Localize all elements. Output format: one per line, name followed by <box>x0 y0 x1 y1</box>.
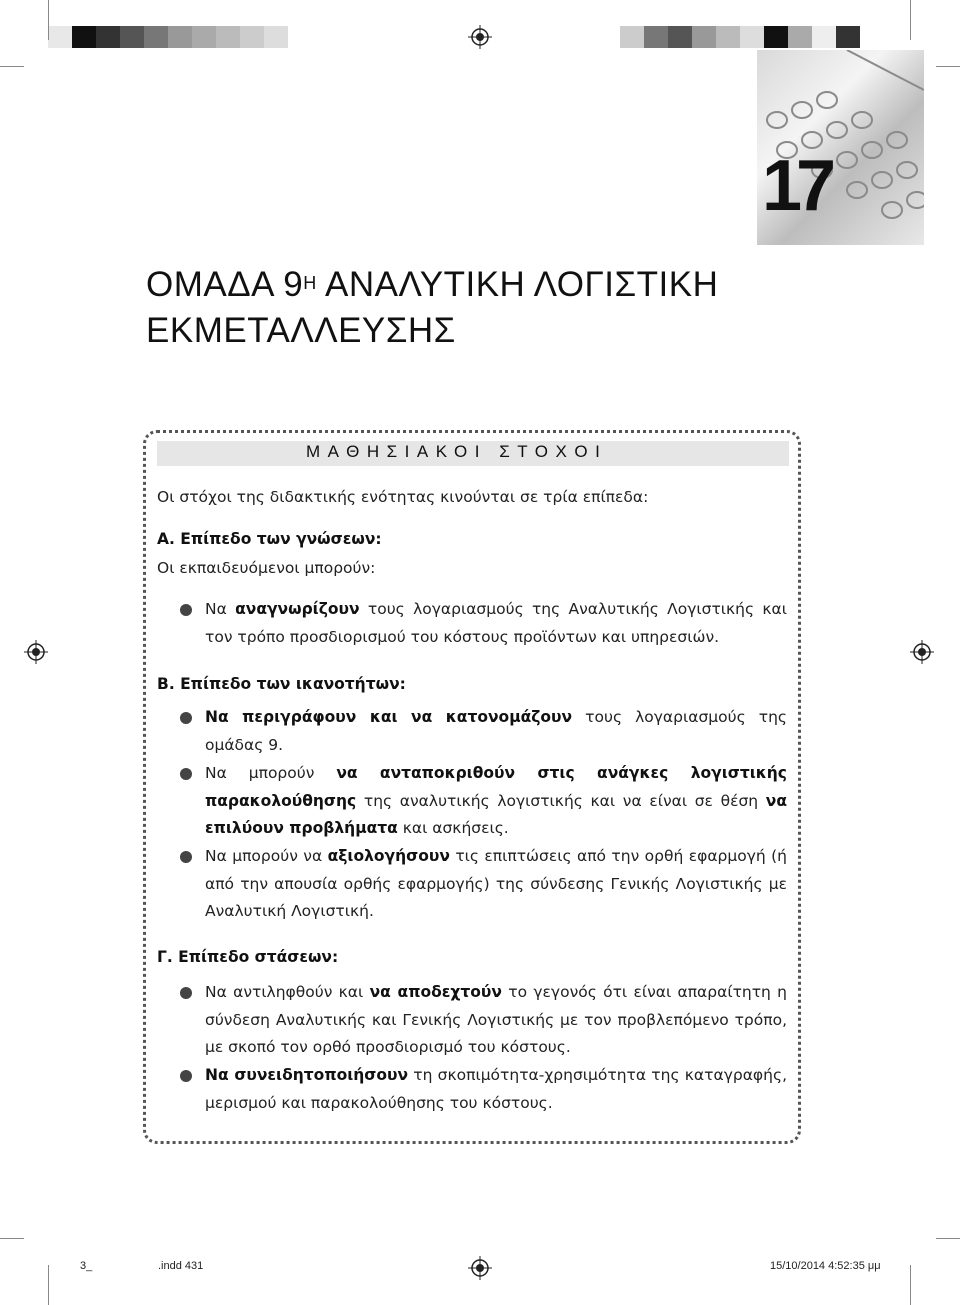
objectives-heading: ΜΑΘΗΣΙΑΚΟΙ ΣΤΟΧΟΙ <box>306 442 608 461</box>
bullet-icon <box>180 768 192 780</box>
objective-c1: Να αντιληφθούν και να αποδεχτούν το γεγονός ότι είναι απαραίτητη η σύνδεση Αναλυτικής και Γενικής Λογιστικής με τον προβλεπόμενο τρόπο, με σκοπό τον ορθό προσδιορισμό του κόστους. <box>205 983 787 1056</box>
crop-mark <box>936 1238 960 1239</box>
bullet-icon <box>180 712 192 724</box>
footer-file-page: .indd 431 <box>158 1260 204 1272</box>
section-a-lead: Οι εκπαιδευόμενοι μπορούν: <box>157 559 376 577</box>
color-bar-right <box>620 26 860 48</box>
color-bar-left <box>48 26 288 48</box>
section-c-title: Γ. Επίπεδο στάσεων: <box>157 948 339 966</box>
objective-b1: Να περιγράφουν και να κατονομάζουν τους λογαριασμούς της ομάδας 9. <box>205 708 788 754</box>
registration-mark-icon <box>24 640 48 664</box>
section-b-title: Β. Επίπεδο των ικανοτήτων: <box>157 675 406 693</box>
footer-file-name: 3_ <box>80 1260 93 1272</box>
title-line-2: ΕΚΜΕΤΑΛΛΕΥΣΗΣ <box>146 311 456 350</box>
bullet-icon <box>180 851 192 863</box>
title-line-1: ΟΜΑΔΑ $9^H$ ΑΝΑΛΥΤΙΚΗ ΛΟΓΙΣΤΙΚΗ <box>146 265 719 304</box>
bullet-icon <box>180 604 192 616</box>
objective-a1: Να αναγνωρίζουν τους λογαριασμούς της Αναλυτικής Λογιστικής και τον τρόπο προσδιορισμού του κόστους προϊόντων και υπηρεσιών. <box>205 600 787 646</box>
section-a-title: Α. Επίπεδο των γνώσεων: <box>157 530 382 548</box>
footer-timestamp: 15/10/2014 4:52:35 μμ <box>770 1260 881 1272</box>
objectives-intro: Οι στόχοι της διδακτικής ενότητας κινούνται σε τρία επίπεδα: <box>157 488 649 506</box>
page-title <box>146 262 718 354</box>
objective-b3: Να μπορούν να αξιολογήσουν τις επιπτώσεις από την ορθή εφαρμογή (ή από την απουσία ορθής εφαρμογής) της σύνδεσης Γενικής Λογιστικής με Αναλυτική Λογιστική. <box>205 847 788 920</box>
crop-mark <box>910 1265 911 1305</box>
bullet-icon <box>180 987 192 999</box>
registration-mark-icon <box>910 640 934 664</box>
objective-b2: Να μπορούν να ανταποκριθούν στις ανάγκες λογιστικής παρακολούθησης της αναλυτικής λογιστικής και να είναι σε θέση να επιλύουν προβλήματα και ασκήσεις. <box>205 764 787 837</box>
chapter-number: 17 <box>762 146 831 226</box>
crop-mark <box>48 0 49 40</box>
crop-mark <box>48 1265 49 1305</box>
bullet-icon <box>180 1070 192 1082</box>
crop-mark <box>910 0 911 40</box>
registration-mark-icon <box>468 25 492 49</box>
objective-c2: Να συνειδητοποιήσουν τη σκοπιμότητα-χρησιμότητα της καταγραφής, μερισμού και παρακολούθησης του κόστους. <box>205 1066 787 1112</box>
registration-mark-icon <box>468 1256 492 1280</box>
crop-mark <box>0 1238 24 1239</box>
crop-mark <box>0 66 24 67</box>
crop-mark <box>936 66 960 67</box>
